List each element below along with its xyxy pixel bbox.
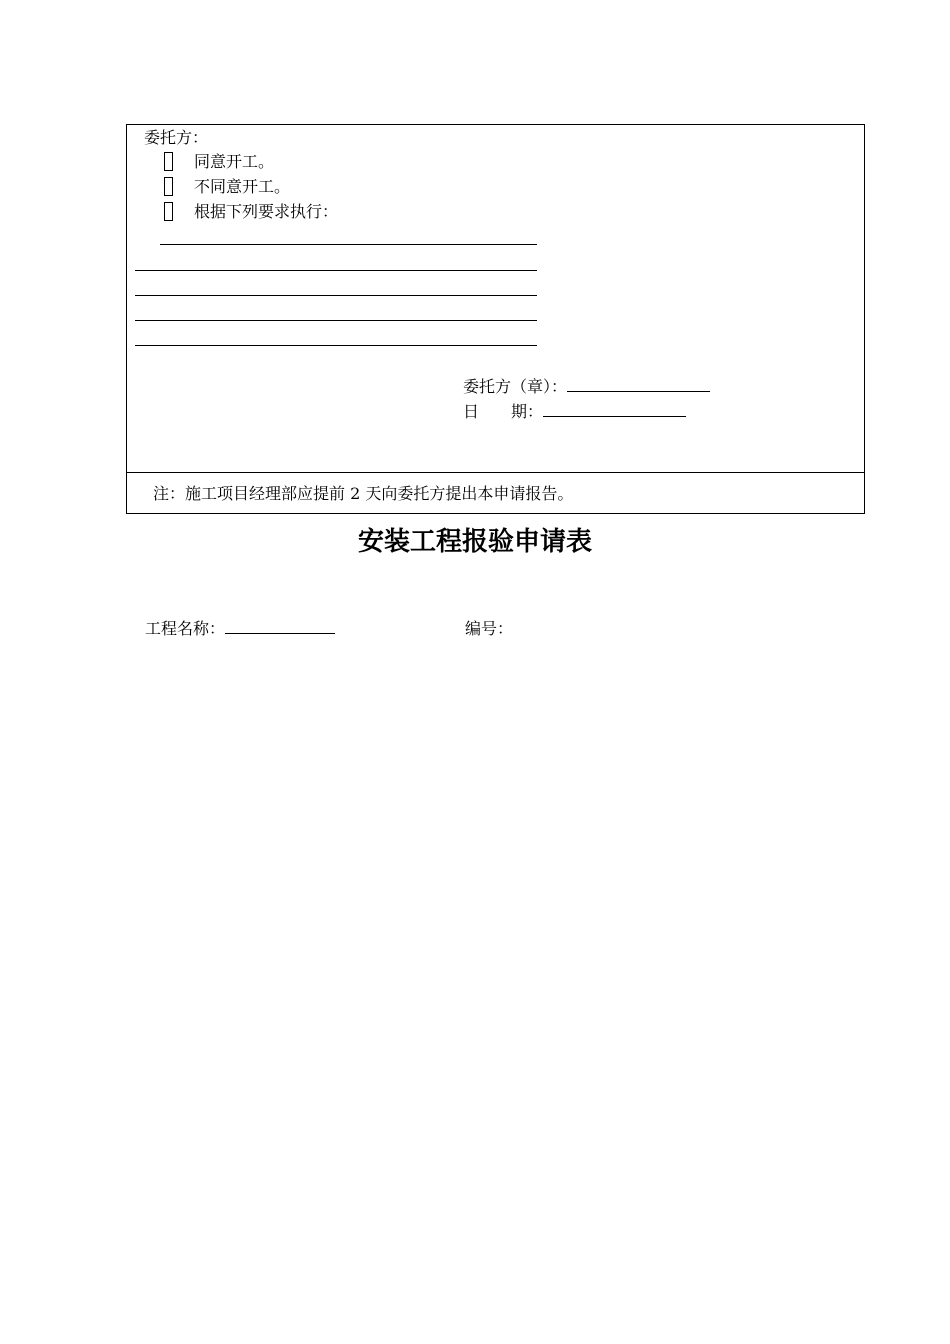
requirement-line-1[interactable] <box>160 244 537 245</box>
disagree-label: 不同意开工。 <box>194 177 291 196</box>
project-name-field[interactable] <box>225 619 335 634</box>
requirement-line-3[interactable] <box>135 295 537 296</box>
date-row <box>463 402 686 422</box>
requirement-line-4[interactable] <box>135 320 537 321</box>
note-text: 注：施工项目经理部应提前 2 天向委托方提出本申请报告。 <box>153 484 574 503</box>
approval-box <box>126 124 865 514</box>
seal-field[interactable] <box>567 377 710 392</box>
divider <box>127 472 864 473</box>
date-field[interactable] <box>543 402 686 417</box>
project-name-row <box>145 619 335 639</box>
requirement-line-2[interactable] <box>135 270 537 271</box>
agree-checkbox[interactable] <box>164 152 173 171</box>
seal-label: 委托方（章）： <box>463 377 568 396</box>
requirement-line-5[interactable] <box>135 345 537 346</box>
project-name-label: 工程名称： <box>145 619 226 638</box>
follow-requirements-checkbox[interactable] <box>164 202 173 221</box>
page-title: 安装工程报验申请表 <box>357 527 592 557</box>
client-label: 委托方： <box>144 128 209 147</box>
follow-requirements-label: 根据下列要求执行： <box>194 202 339 221</box>
agree-label: 同意开工。 <box>194 152 275 171</box>
disagree-checkbox[interactable] <box>164 177 173 196</box>
date-label: 日 期： <box>463 402 544 421</box>
serial-label: 编号： <box>465 619 514 638</box>
seal-row <box>463 377 710 397</box>
